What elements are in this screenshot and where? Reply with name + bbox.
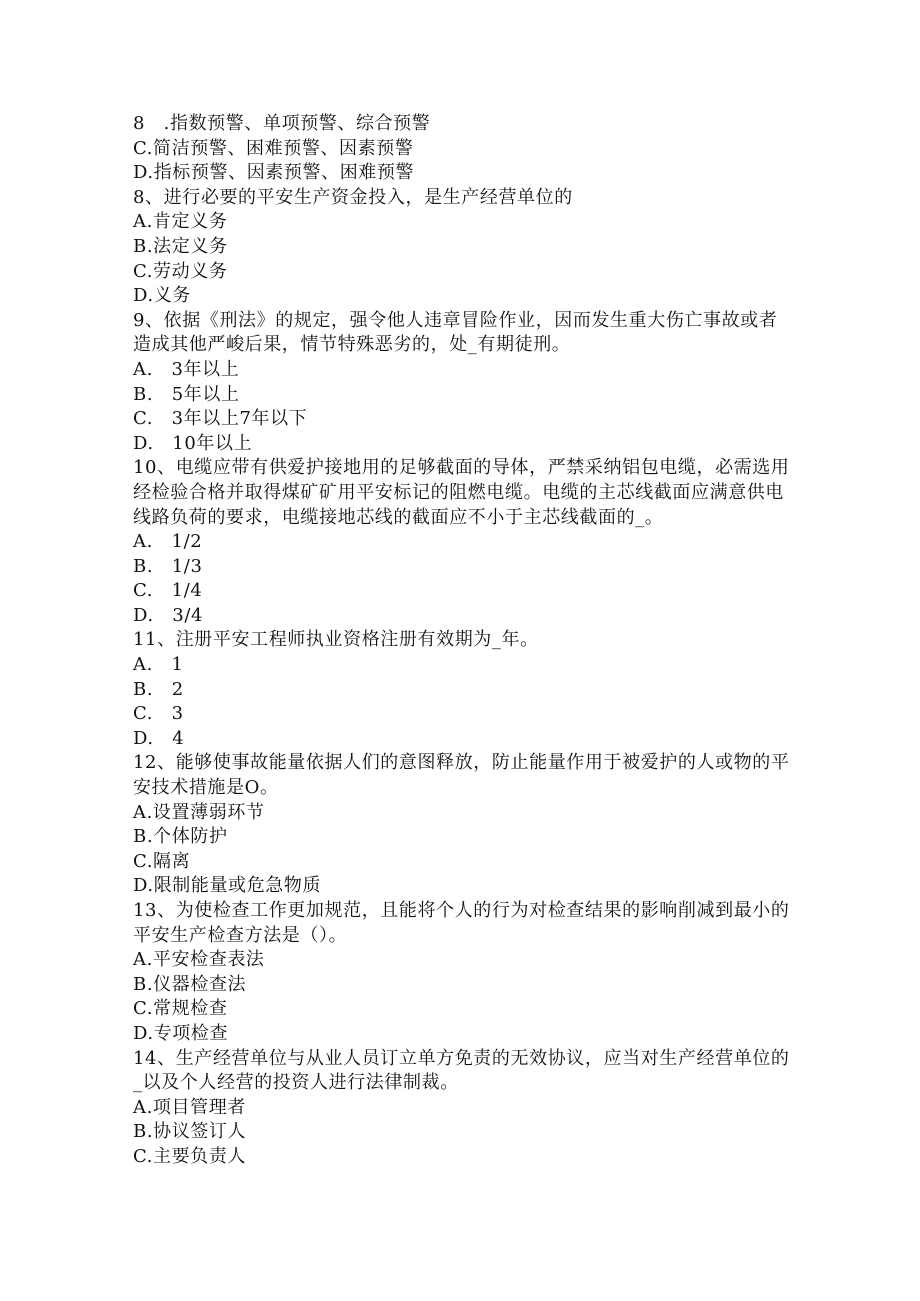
text-line: A.平安检查表法: [133, 949, 265, 971]
text-line: B.法定义务: [133, 235, 228, 257]
text-line: C.劳动义务: [133, 260, 228, 282]
text-line: _以及个人经营的投资人进行法律制裁。: [133, 1072, 459, 1094]
text-line: C. 3: [133, 703, 184, 725]
text-line: D.指标预警、因素预警、困难预警: [133, 162, 415, 184]
text-line: 14、生产经营单位与从业人员订立单方免责的无效协议，应当对生产经营单位的: [133, 1047, 790, 1069]
document-body: [133, 112, 793, 1170]
text-line: D.专项检查: [133, 1022, 229, 1044]
text-line: C. 3年以上7年以下: [133, 408, 308, 430]
text-line: 经检验合格并取得煤矿矿用平安标记的阻燃电缆。电缆的主芯线截面应满意供电: [133, 481, 784, 503]
text-line: 8、进行必要的平安生产资金投入，是生产经营单位的: [133, 186, 573, 208]
text-line: C.简洁预警、困难预警、因素预警: [133, 137, 414, 159]
text-line: C. 1/4: [133, 580, 203, 602]
text-line: 9、依据《刑法》的规定，强令他人违章冒险作业，因而发生重大伤亡事故或者: [133, 309, 778, 331]
text-line: 造成其他严峻后果，情节特殊恶劣的，处_有期徒刑。: [133, 334, 571, 356]
text-line: D. 3/4: [133, 604, 204, 626]
text-line: 安技术措施是O。: [133, 777, 279, 799]
text-line: D.义务: [133, 285, 191, 307]
text-line: C.常规检查: [133, 998, 228, 1020]
text-line: A.肯定义务: [133, 211, 228, 233]
text-line: A.项目管理者: [133, 1096, 246, 1118]
text-line: B.个体防护: [133, 826, 228, 848]
text-line: A. 3年以上: [133, 358, 240, 380]
text-line: B. 1/3: [133, 555, 203, 577]
text-line: B. 2: [133, 678, 184, 700]
text-line: D.限制能量或危急物质: [133, 875, 322, 897]
text-line: A. 1: [133, 654, 184, 676]
text-line: D. 4: [133, 727, 185, 749]
text-line: B. 5年以上: [133, 383, 240, 405]
text-line: A. 1/2: [133, 531, 203, 553]
text-line: C.隔离: [133, 850, 191, 872]
text-line: 线路负荷的要求，电缆接地芯线的截面应不小于主芯线截面的_。: [133, 506, 664, 528]
text-line: A.设置薄弱环节: [133, 801, 265, 823]
text-line: 13、为使检查工作更加规范，且能将个人的行为对检查结果的影响削减到最小的: [133, 900, 790, 921]
text-line: 11、注册平安工程师执业资格注册有效期为_年。: [133, 629, 539, 651]
text-line: 平安生产检查方法是（）。: [133, 924, 348, 946]
text-line: D. 10年以上: [133, 432, 253, 454]
text-line: 10、电缆应带有供爱护接地用的足够截面的导体，严禁采纳铝包电缆，必需选用: [133, 457, 790, 479]
text-line: 12、能够使事故能量依据人们的意图释放，防止能量作用于被爱护的人或物的平: [133, 752, 790, 774]
text-line: 8 .指数预警、单项预警、综合预警: [133, 113, 431, 134]
text-line: B.协议签订人: [133, 1121, 247, 1143]
text-line: B.仪器检查法: [133, 973, 247, 995]
text-line: C.主要负责人: [133, 1145, 247, 1167]
